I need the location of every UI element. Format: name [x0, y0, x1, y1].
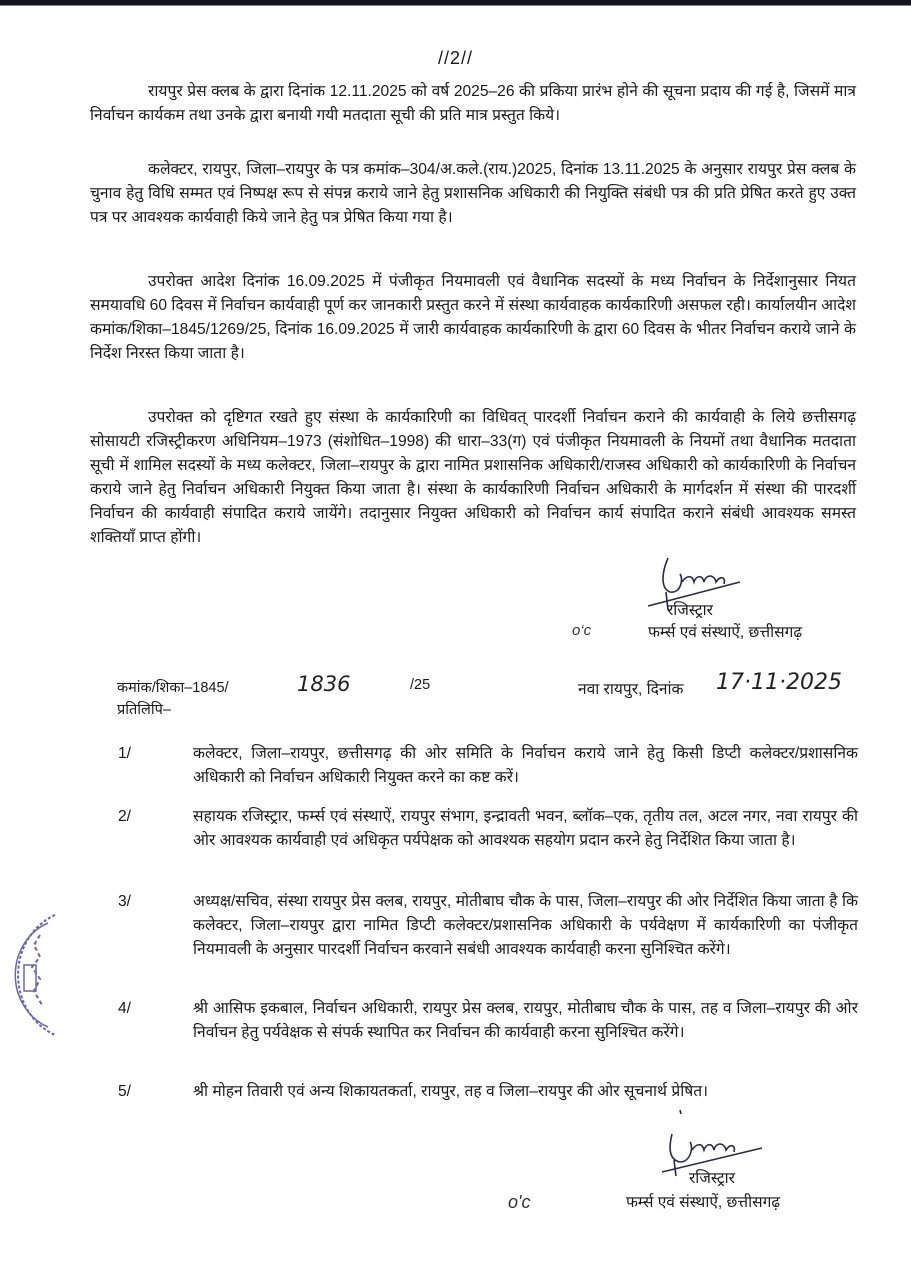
copy-text: श्री मोहन तिवारी एवं अन्य शिकायतकर्ता, रायपुर, तह व जिला–रायपुर की ओर सूचनार्थ प्रेषित।: [193, 1083, 709, 1100]
paragraph-1: रायपुर प्रेस क्लब के द्वारा दिनांक 12.11.2025 को वर्ष 2025–26 की प्रकिया प्रारंभ होने की सूचना प्रदाय की गई है, जिसमें मात्र निर्वाचन कार्यकम तथा उनके द्वारा बनायी गयी मतदाता सूची की प्रति मात्र प्रस्तुत किये।: [90, 83, 856, 124]
stamp-seal: [0, 905, 70, 1045]
handwritten-reference-number: 1836: [297, 672, 351, 696]
copy-item-4: [118, 997, 858, 1045]
copy-item-5: [118, 1080, 858, 1104]
copy-item-1: [118, 742, 858, 790]
copy-number: 3/: [118, 893, 132, 910]
copy-number: 2/: [118, 808, 132, 825]
reference-prefix: कमांक/शिका–1845/: [117, 680, 229, 696]
copy-number: 1/: [118, 745, 132, 762]
paragraph-3: उपरोक्त आदेश दिनांक 16.09.2025 में पंजीकृत नियमावली एवं वैधानिक सदस्यों के मध्य निर्वाचन के निर्देशानुसार नियत समयावधि 60 दिवस में निर्वाचन कार्यवाही पूर्ण कर जानकारी प्रस्तुत करने में संस्था कार्यवाहक कार्यकारिणी असफल रही। कार्यालयीन आदेश कमांक/शिका–1845/1269/25, दिनांक 16.09.2025 में जारी कार्यवाहक कार्यकारिणी के द्वारा 60 दिवस के भीतर निर्वाचन कराये जाने के निर्देश निरस्त किया जाता है।: [90, 273, 856, 362]
copy-text: अध्यक्ष/सचिव, संस्था रायपुर प्रेस क्लब, रायपुर, मोतीबाघ चौक के पास, जिला–रायपुर की ओर निर्देशित किया जाता है कि कलेक्टर, जिला–रायपुर द्वारा नामित डिप्टी कलेक्टर/प्रशासनिक अधिकारी के पर्यवेक्षण में कार्यकारिणी का पंजीकृत नियमावली के अनुसार पारदर्शी निर्वाचन करवाने सबंधी आवश्यक कार्यवाही करना सुनिश्चित करेंगे।: [193, 893, 858, 958]
copy-text: श्री आसिफ इकबाल, निर्वाचन अधिकारी, रायपुर प्रेस क्लब, रायपुर, मोतीबाघ चौक के पास, तह व जिला–रायपुर की ओर निर्वाचन हेतु पर्यवेक्षक से संपर्क स्थापित कर निर्वाचन की कार्यवाही करना सुनिश्चित करेंगे।: [193, 1000, 858, 1041]
signature-1-office: फर्म्स एवं संस्थाऐं, छत्तीसगढ़: [647, 624, 803, 641]
place-date-label: नवा रायपुर, दिनांक: [578, 681, 684, 698]
copy-text: सहायक रजिस्ट्रार, फर्म्स एवं संस्थाऐं, रायपुर संभाग, इन्द्रावती भवन, ब्लॉक–एक, तृतीय तल, अटल नगर, नवा रायपुर की ओर आवश्यक कार्यवाही एवं अधिकृत पर्यपेक्षक को आवश्यक सहयोग प्रदान करने हेतु निर्देशित किया जाता है।: [193, 808, 858, 849]
copy-item-3: [118, 890, 858, 962]
paragraph-4: उपरोक्त को दृष्टिगत रखते हुए संस्था के कार्यकारिणी का विधिवत् पारदर्शी निर्वाचन कराने की कार्यवाही के लिये छत्तीसगढ़ सोसायटी रजिस्ट्रीकरण अधिनियम–1973 (संशोधित–1998) की धारा–33(ग) एवं पंजीकृत नियमावली के नियमों तथा वैधानिक मतदाता सूची में शामिल सदस्यों के मध्य कलेक्टर, जिला–रायपुर के द्वारा नामित प्रशासनिक अधिकारी/राजस्व अधिकारी को कार्यकारिणी के निर्वाचन कराये जाने हेतु निर्वाचन अधिकारी नियुक्त किया जाता है। संस्था के कार्यकारिणी निर्वाचन अधिकारी के मार्गदर्शन में संस्था की पारदर्शी निर्वाचन की कार्यवाही संपादित कराये जायेंगे। तदानुसार नियुक्त अधिकारी को निर्वाचन कार्य संपादित कराने संबंधी आवश्यक समस्त शक्तियाँ प्राप्त होंगी।: [90, 409, 856, 546]
top-border: [0, 0, 911, 6]
copy-number: 5/: [118, 1083, 132, 1100]
reference-suffix: /25: [410, 677, 431, 693]
signature-1-title: रजिस्ट्रार: [666, 602, 714, 619]
signature-1-initials: o‍‘‍c: [572, 622, 592, 639]
copy-text: कलेक्टर, जिला–रायपुर, छत्तीसगढ़ की ओर समिति के निर्वाचन कराये जाने हेतु किसी डिप्टी कलेक्टर/प्रशासनिक अधिकारी को निर्वाचन अधिकारी नियुक्त करने का कष्ट करें।: [193, 745, 858, 786]
signature-2-title: रजिस्ट्रार: [688, 1170, 736, 1187]
signature-2-office: फर्म्स एवं संस्थाऐं, छत्तीसगढ़: [625, 1194, 781, 1211]
copy-label: प्रतिलिपि–: [117, 702, 171, 718]
copy-number: 4/: [118, 1000, 132, 1017]
page-number: //2//: [437, 48, 473, 68]
handwritten-date: 17·11·2025: [716, 670, 842, 695]
signature-2-initials: o'c: [508, 1192, 531, 1212]
copy-item-2: [118, 805, 858, 853]
paragraph-2: कलेक्टर, रायपुर, जिला–रायपुर के पत्र कमांक–304/अ.कले.(राय.)2025, दिनांक 13.11.2025 के अनुसार रायपुर प्रेस क्लब के चुनाव हेतु विधि सम्मत एवं निष्पक्ष रूप से संपन्न कराये जाने हेतु प्रशासनिक अधिकारी की नियुक्ति संबंधी पत्र की प्रति प्रेषित करते हुए उक्त पत्र पर आवश्यक कार्यवाही किये जाने हेतु पत्र प्रेषित किया गया है।: [90, 161, 856, 226]
